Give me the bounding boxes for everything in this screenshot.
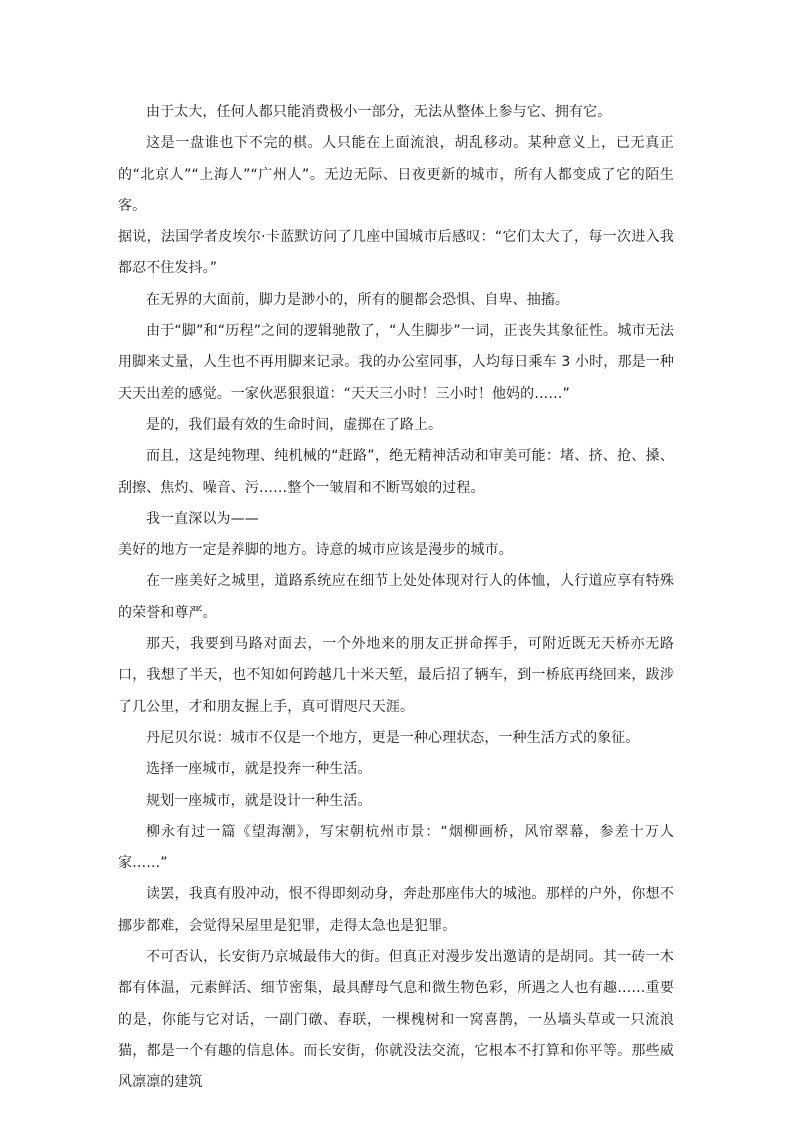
paragraph: 丹尼贝尔说：城市不仅是一个地方，更是一种心理状态，一种生活方式的象征。 <box>146 729 640 746</box>
paragraph: 不可否认，长安街乃京城最伟大的街。但真正对漫步发出邀请的是胡同。其一砖一木都有体温，元素鲜活、细节密集，最具酵母气息和微生物色彩，所遇之人也有趣……重要的是，你能与它对话，一副门礅、春联，一棵槐树和一窝喜鹊，一丛墙头草或一只流浪猫，都是一个有趣的信息体。而长安街，你就没法交流，它根本不打算和你平等。那些威风凛凛的建筑 <box>118 949 674 1091</box>
article-body <box>118 97 674 1099</box>
paragraph: 是的，我们最有效的生命时间，虚掷在了路上。 <box>146 416 443 433</box>
paragraph: 那天，我要到马路对面去，一个外地来的朋友正拼命挥手，可附近既无天桥亦无路口，我想了半天，也不知如何跨越几十米天堑，最后招了辆车，到一桥底再绕回来，跋涉了几公里，才和朋友握上手，真可谓咫尺天涯。 <box>118 636 674 715</box>
paragraph: 读罢，我真有股冲动，恨不得即刻动身，奔赴那座伟大的城池。那样的户外，你想不挪步都难，会觉得呆屋里是犯罪，走得太急也是犯罪。 <box>118 886 674 934</box>
paragraph: 柳永有过一篇《望海潮》，写宋朝杭州市景：“烟柳画桥，风帘翠幕，参差十万人家……” <box>118 823 674 872</box>
paragraph: 在无界的大面前，脚力是渺小的，所有的腿都会恐惧、自卑、抽搐。 <box>146 291 569 308</box>
paragraph: 在一座美好之城里，道路系统应在细节上处处体现对行人的体恤，人行道应享有特殊的荣誉和尊严。 <box>118 573 674 621</box>
paragraph: 美好的地方一定是养脚的地方。诗意的城市应该是漫步的城市。 <box>118 542 513 559</box>
paragraph: 选择一座城市，就是投奔一种生活。 <box>146 761 372 778</box>
paragraph: 我一直深以为—— <box>146 510 259 527</box>
paragraph: 这是一盘谁也下不完的棋。人只能在上面流浪，胡乱移动。某种意义上，已无真正的“北京人”“上海人”“广州人”。无边无际、日夜更新的城市，所有人都变成了它的陌生客。 <box>118 135 674 214</box>
paragraph: 由于“脚”和“历程”之间的逻辑驰散了，“人生脚步”一词，正丧失其象征性。城市无法用脚来丈量，人生也不再用脚来记录。我的办公室同事，人均每日乘车 3 小时，那是一种天天出差的感觉。一家伙恶狠狠道：“天天三小时！三小时！他妈的……” <box>118 323 674 402</box>
paragraph: 规划一座城市，就是设计一种生活。 <box>146 792 372 809</box>
paragraph: 由于太大，任何人都只能消费极小一部分，无法从整体上参与它、拥有它。 <box>146 104 612 120</box>
paragraph: 据说，法国学者皮埃尔·卡蓝默访问了几座中国城市后感叹：“它们太大了，每一次进入我都忍不住发抖。” <box>118 229 674 277</box>
paragraph: 而且，这是纯物理、纯机械的“赶路”，绝无精神活动和审美可能：堵、挤、抢、搡、刮擦、焦灼、噪音、污……整个一皱眉和不断骂娘的过程。 <box>118 448 674 496</box>
